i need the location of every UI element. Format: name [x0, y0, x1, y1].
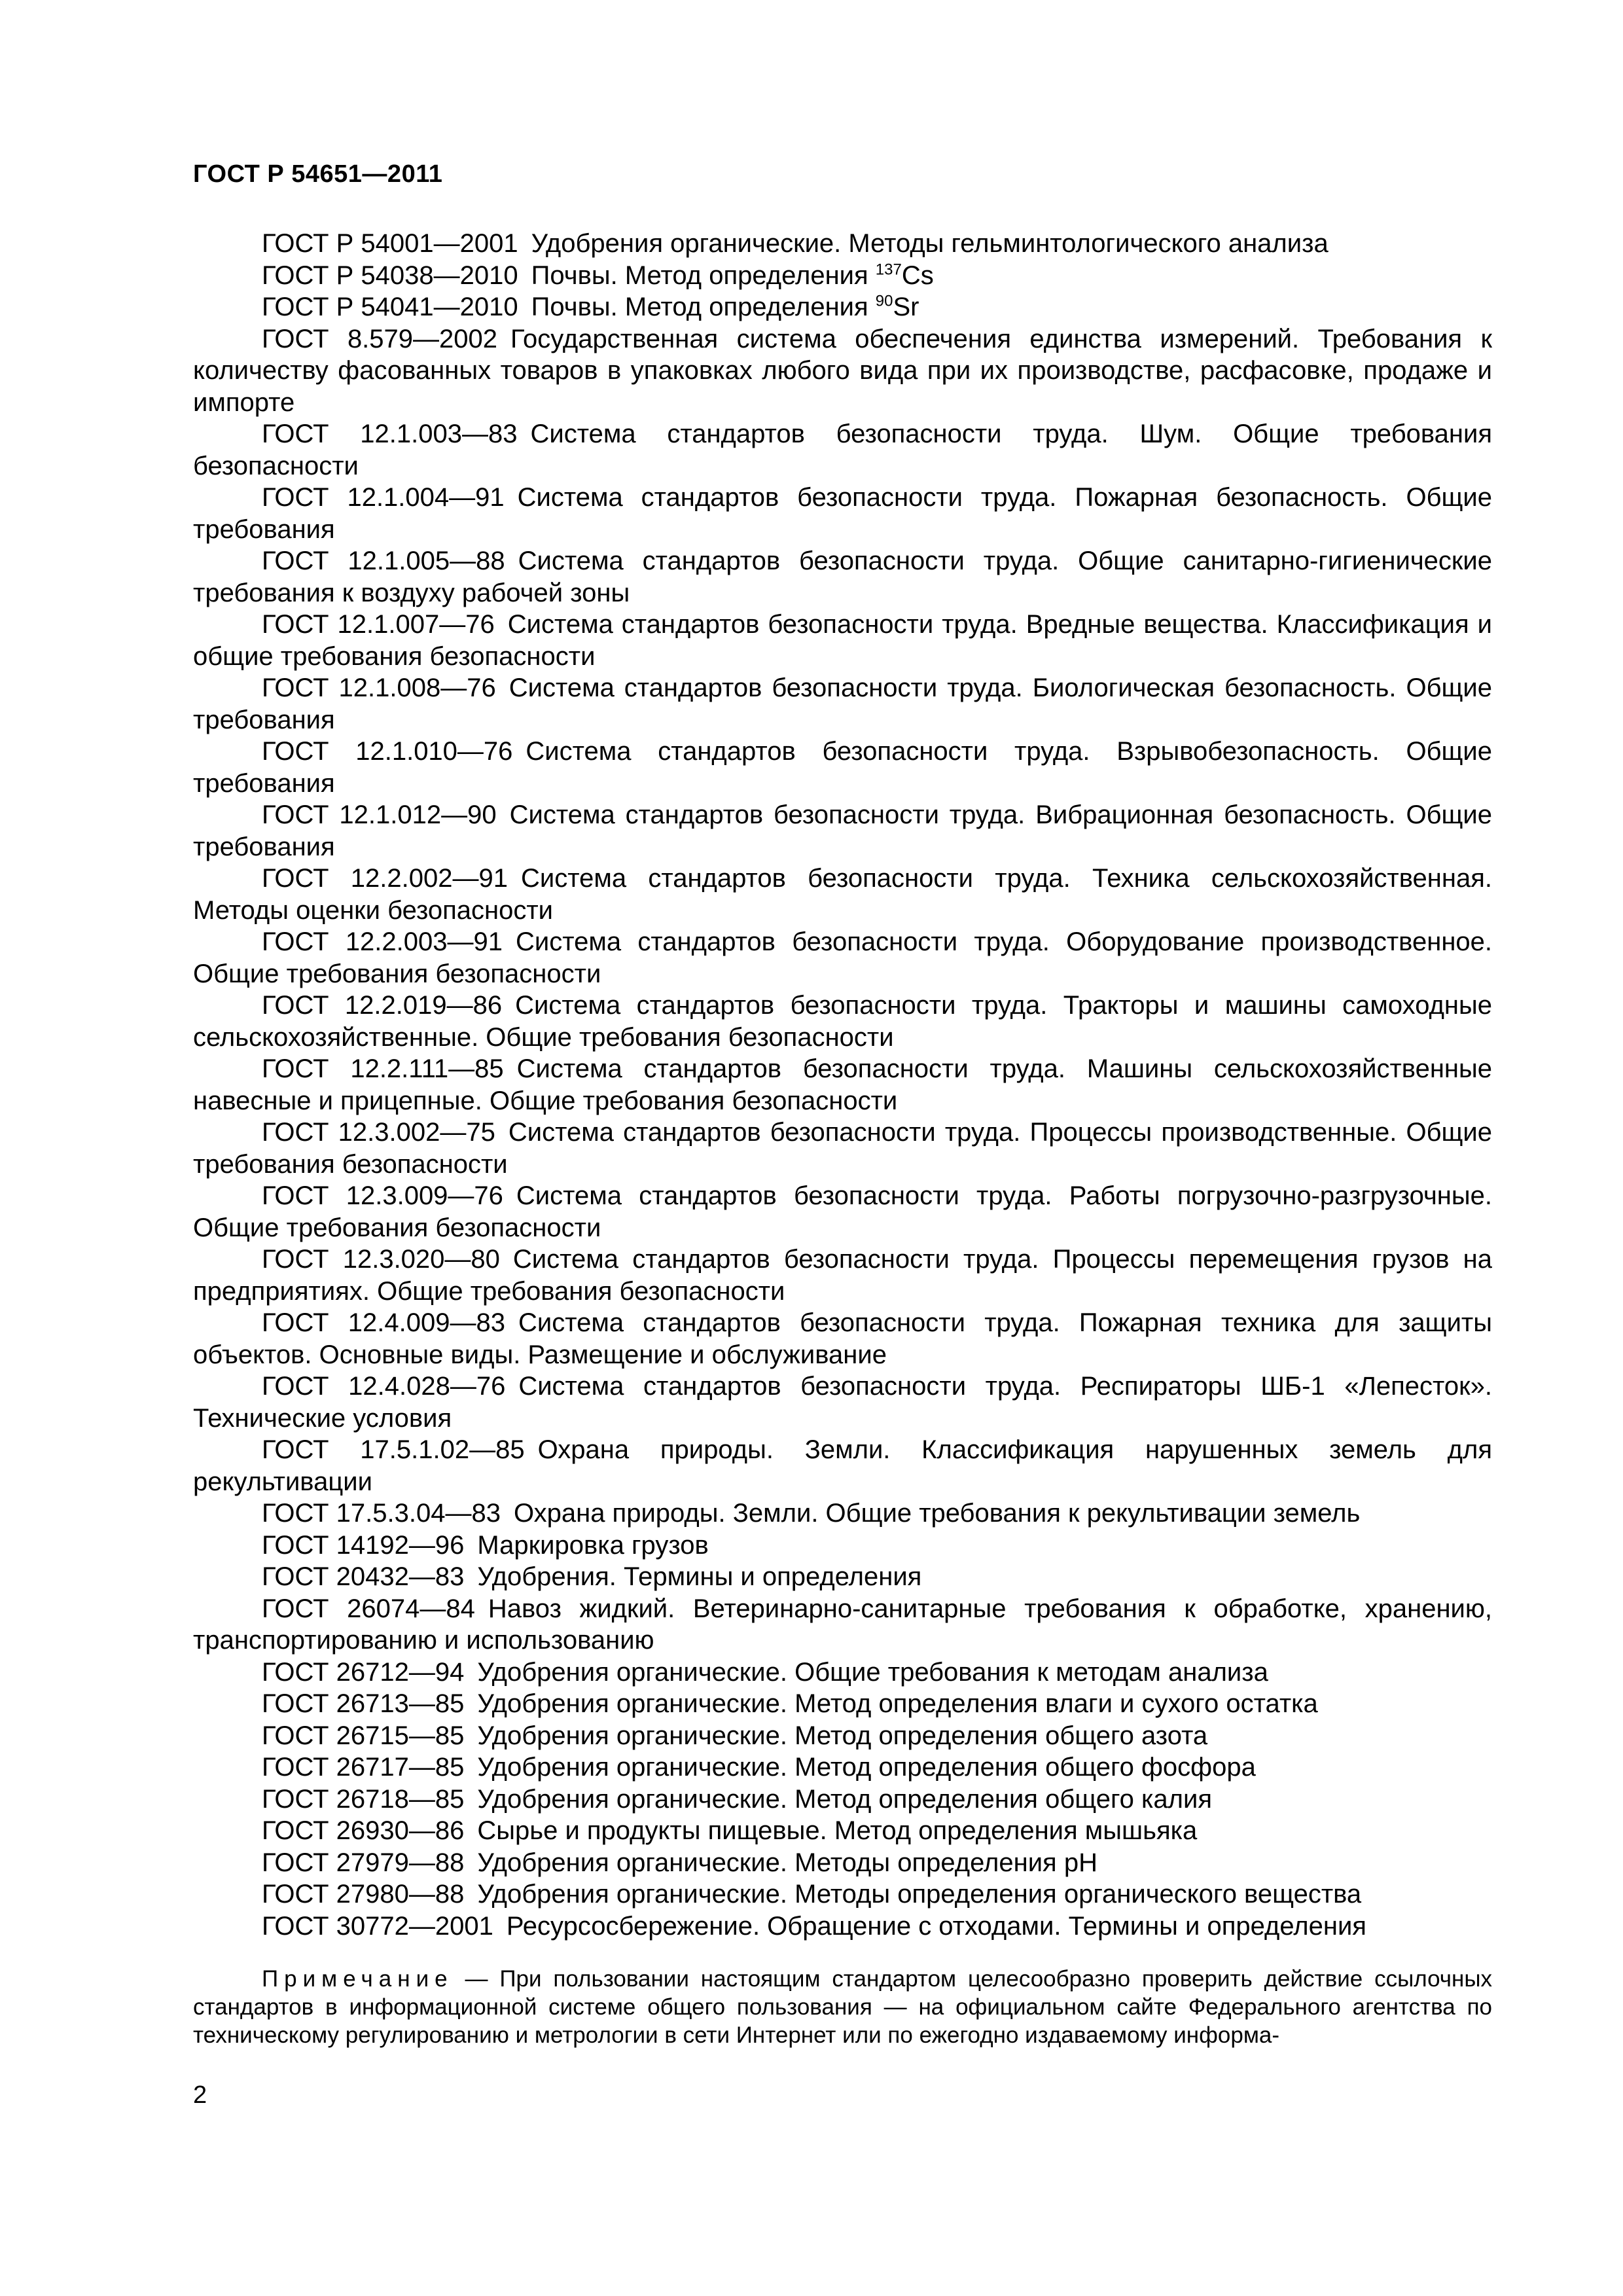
- isotope-symbol: Sr: [893, 293, 919, 321]
- reference-code: ГОСТ 12.2.111—85: [262, 1054, 504, 1083]
- isotope-mass-number: 90: [875, 292, 893, 310]
- reference-code: ГОСТ 26718—85: [262, 1784, 465, 1814]
- note-label: Примечание: [262, 1966, 454, 1992]
- reference-title: Навоз жидкий. Ветеринарно-санитарные требования к обработке, хранению, транспортированию и использованию: [193, 1594, 1492, 1655]
- reference-item: [193, 1561, 1492, 1593]
- isotope-mass-number: 137: [875, 260, 902, 279]
- reference-item: [193, 545, 1492, 609]
- reference-code: ГОСТ 12.1.005—88: [262, 547, 505, 575]
- reference-item: [193, 990, 1492, 1053]
- reference-title: Система стандартов безопасности труда. Респираторы ШБ-1 «Лепесток». Технические условия: [193, 1372, 1492, 1433]
- reference-code: ГОСТ Р 54041—2010: [262, 293, 518, 321]
- reference-item: [193, 1847, 1492, 1879]
- reference-code: ГОСТ 12.1.012—90: [262, 800, 497, 829]
- reference-title: Система стандартов безопасности труда. Шум. Общие требования безопасности: [193, 420, 1493, 480]
- reference-item: [193, 1878, 1492, 1910]
- reference-item: [193, 926, 1492, 990]
- reference-item: [193, 323, 1492, 419]
- reference-code: ГОСТ 12.3.002—75: [262, 1118, 495, 1147]
- reference-code: ГОСТ Р 54001—2001: [262, 229, 518, 258]
- reference-item: [193, 736, 1492, 799]
- reference-item: [193, 863, 1492, 926]
- reference-title: Система стандартов безопасности труда. Пожарная техника для защиты объектов. Основные виды. Размещение и обслуживание: [193, 1308, 1492, 1369]
- reference-code: ГОСТ 12.2.003—91: [262, 927, 503, 956]
- reference-item: [193, 799, 1492, 863]
- reference-title: Система стандартов безопасности труда. Техника сельскохозяйственная. Методы оценки безопасности: [193, 864, 1493, 925]
- reference-code: ГОСТ 12.1.010—76: [262, 737, 513, 766]
- reference-title: Система стандартов безопасности труда. Вредные вещества. Классификация и общие требования безопасности: [193, 610, 1493, 671]
- reference-code: ГОСТ 12.1.003—83: [262, 420, 518, 448]
- document-header-title: ГОСТ Р 54651—2011: [193, 160, 443, 188]
- reference-code: ГОСТ 26713—85: [262, 1689, 465, 1718]
- reference-title: Удобрения. Термины и определения: [477, 1562, 922, 1591]
- reference-title: Охрана природы. Земли. Общие требования к рекультивации земель: [513, 1499, 1361, 1528]
- reference-title: Удобрения органические. Общие требования к методам анализа: [477, 1657, 1268, 1687]
- reference-item: [193, 418, 1492, 482]
- reference-item: [193, 672, 1492, 736]
- reference-title: Ресурсосбережение. Обращение с отходами. Термины и определения: [506, 1911, 1366, 1941]
- note-text: — При пользовании настоящим стандартом целесообразно проверить действие ссылочных стандартов в информационной системе общего пользования — на официальном сайте Федерального агентства по техническому регулированию и метрологии в сети Интернет или по ежегодно издаваемому информа-: [193, 1966, 1492, 2048]
- reference-title: Удобрения органические. Метод определения общего азота: [477, 1721, 1208, 1750]
- reference-title: Удобрения органические. Метод определения влаги и сухого остатка: [477, 1689, 1318, 1718]
- reference-item: [193, 482, 1492, 545]
- reference-code: ГОСТ 26074—84: [262, 1594, 475, 1623]
- reference-item: [193, 1593, 1492, 1657]
- reference-title: Удобрения органические. Методы определения pH: [477, 1848, 1097, 1877]
- reference-code: ГОСТ 20432—83: [262, 1562, 465, 1591]
- reference-code: ГОСТ 12.3.020—80: [262, 1245, 500, 1274]
- reference-code: ГОСТ 17.5.3.04—83: [262, 1499, 501, 1528]
- reference-item: [193, 1720, 1492, 1752]
- reference-title: Система стандартов безопасности труда. Вибрационная безопасность. Общие требования: [193, 800, 1493, 861]
- reference-code: ГОСТ 27980—88: [262, 1880, 465, 1909]
- reference-code: ГОСТ 17.5.1.02—85: [262, 1435, 525, 1464]
- reference-item: [193, 228, 1492, 260]
- reference-title: Система стандартов безопасности труда. Процессы перемещения грузов на предприятиях. Общие требования безопасности: [193, 1245, 1493, 1306]
- reference-code: ГОСТ 14192—96: [262, 1530, 465, 1560]
- reference-code: ГОСТ 26715—85: [262, 1721, 465, 1750]
- reference-code: ГОСТ 12.1.008—76: [262, 673, 496, 702]
- reference-title: Удобрения органические. Методы определения органического вещества: [477, 1880, 1362, 1909]
- reference-item: [193, 1053, 1492, 1117]
- reference-item: [193, 1180, 1492, 1244]
- reference-code: ГОСТ 27979—88: [262, 1848, 465, 1877]
- reference-item: [193, 1117, 1492, 1180]
- reference-title: Почвы. Метод определения: [531, 260, 868, 290]
- reference-code: ГОСТ 26717—85: [262, 1753, 465, 1782]
- reference-title: Сырье и продукты пищевые. Метод определения мышьяка: [477, 1816, 1198, 1845]
- reference-title: Система стандартов безопасности труда. Тракторы и машины самоходные сельскохозяйственные. Общие требования безопасности: [193, 991, 1493, 1052]
- reference-title: Система стандартов безопасности труда. Работы погрузочно-разгрузочные. Общие требования безопасности: [193, 1181, 1492, 1242]
- reference-code: ГОСТ 26930—86: [262, 1816, 465, 1845]
- reference-title: Система стандартов безопасности труда. Взрывобезопасность. Общие требования: [193, 737, 1492, 798]
- reference-item: [193, 1657, 1492, 1689]
- reference-title: Государственная система обеспечения единства измерений. Требования к количеству фасованных товаров в упаковках любого вида при их производстве, расфасовке, продаже и импорте: [193, 324, 1492, 417]
- reference-item: [193, 1307, 1492, 1371]
- reference-title: Система стандартов безопасности труда. Оборудование производственное. Общие требования безопасности: [193, 927, 1493, 988]
- reference-code: ГОСТ 30772—2001: [262, 1911, 493, 1941]
- page-number: 2: [193, 2081, 207, 2109]
- reference-item: [193, 1784, 1492, 1816]
- reference-title: Удобрения органические. Метод определения общего фосфора: [477, 1753, 1256, 1782]
- reference-item: [193, 1244, 1492, 1307]
- reference-item: [193, 609, 1492, 672]
- reference-item: [193, 291, 1492, 323]
- reference-code: ГОСТ 26712—94: [262, 1657, 465, 1687]
- reference-code: ГОСТ 8.579—2002: [262, 324, 498, 353]
- note-paragraph: [193, 1965, 1492, 2049]
- reference-title: Система стандартов безопасности труда. Пожарная безопасность. Общие требования: [193, 483, 1493, 544]
- reference-item: [193, 1688, 1492, 1720]
- reference-code: ГОСТ 12.2.002—91: [262, 864, 508, 893]
- reference-item: [193, 1530, 1492, 1562]
- reference-code: ГОСТ 12.1.007—76: [262, 610, 495, 639]
- reference-code: ГОСТ 12.4.009—83: [262, 1308, 505, 1337]
- reference-title: Маркировка грузов: [477, 1530, 709, 1560]
- reference-item: [193, 1751, 1492, 1784]
- reference-title: Система стандартов безопасности труда. Биологическая безопасность. Общие требования: [193, 673, 1493, 734]
- reference-code: ГОСТ 12.1.004—91: [262, 483, 505, 512]
- reference-code: ГОСТ 12.2.019—86: [262, 991, 503, 1020]
- reference-item: [193, 1498, 1492, 1530]
- reference-item: [193, 260, 1492, 292]
- reference-code: ГОСТ Р 54038—2010: [262, 260, 518, 290]
- reference-title: Система стандартов безопасности труда. Процессы производственные. Общие требования безопасности: [193, 1118, 1492, 1179]
- normative-references-list: [193, 228, 1492, 1942]
- reference-title: Охрана природы. Земли. Классификация нарушенных земель для рекультивации: [193, 1435, 1492, 1496]
- reference-title: Удобрения органические. Метод определения общего калия: [477, 1784, 1212, 1814]
- reference-item: [193, 1910, 1492, 1943]
- isotope-symbol: Cs: [901, 260, 934, 290]
- reference-item: [193, 1371, 1492, 1434]
- reference-code: ГОСТ 12.3.009—76: [262, 1181, 503, 1210]
- reference-title: Удобрения органические. Методы гельминтологического анализа: [531, 229, 1329, 258]
- reference-title: Почвы. Метод определения: [531, 293, 868, 321]
- reference-code: ГОСТ 12.4.028—76: [262, 1372, 506, 1401]
- reference-item: [193, 1434, 1492, 1498]
- reference-title: Система стандартов безопасности труда. Общие санитарно-гигиенические требования к воздуху рабочей зоны: [193, 547, 1492, 607]
- reference-item: [193, 1815, 1492, 1847]
- reference-title: Система стандартов безопасности труда. Машины сельскохозяйственные навесные и прицепные. Общие требования безопасности: [193, 1054, 1492, 1115]
